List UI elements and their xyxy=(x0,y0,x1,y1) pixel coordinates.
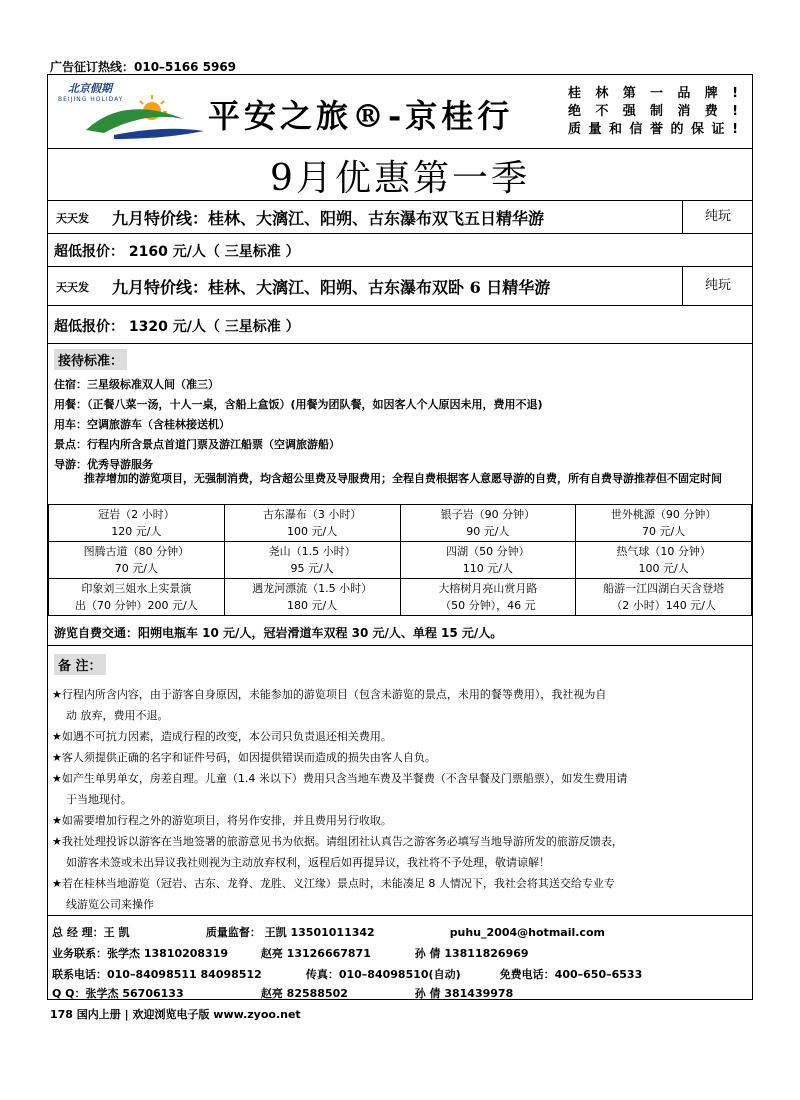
route-price: 超低报价： 1320 元/人（ 三星标准 ） xyxy=(54,319,300,335)
route-row xyxy=(48,200,752,233)
contact-qq: Q Q：张学杰 56706133 xyxy=(52,987,184,1000)
contact-business: 业务联系：张学杰 13810208319 xyxy=(52,947,229,960)
notes-label: 备 注： xyxy=(54,654,106,675)
tour-box xyxy=(48,200,752,645)
route-tag: 天天发 xyxy=(56,212,89,225)
contact-qq: 赵亮 82588502 xyxy=(260,987,348,1000)
slogan-line: 质量和信誉的保证! xyxy=(568,122,738,137)
transport-fees: 游览自费交通：阳朔电瓶车 10 元/人，冠岩滑道车双程 30 元/人、单程 15 元/人。 xyxy=(54,626,503,640)
page-footer: 178 国内上册 | 欢迎浏览电子版 www.zyoo.net xyxy=(50,1008,301,1021)
note-item: ★客人须提供正确的名字和证件号码，如因提供错误而造成的损失由客人自负。 xyxy=(52,751,436,764)
contacts-section xyxy=(48,915,752,999)
contact-email[interactable]: puhu_2004@hotmail.com xyxy=(449,926,605,939)
reception-section xyxy=(48,343,752,645)
ad-hotline: 广告征订热线：010–5166 5969 xyxy=(50,60,237,74)
project-cell: 冠岩（2 小时） 120 元/人 xyxy=(49,505,225,542)
table-row xyxy=(49,579,752,616)
contact-free-phone: 免费电话：400–650–6533 xyxy=(499,968,643,981)
reception-label: 接待标准： xyxy=(54,349,127,370)
note-item: ★行程内所含内容，由于游客自身原因，未能参加的游览项目（包含未游览的景点，未用的餐等费用），我社视为自 动 放弃，费用不退。 xyxy=(52,688,607,722)
project-cell: 印象刘三姐水上实景演 出（70 分钟）200 元/人 xyxy=(49,579,225,616)
table-row xyxy=(49,542,752,579)
logo-icon xyxy=(84,85,204,140)
project-cell: 遇龙河漂流（1.5 小时） 180 元/人 xyxy=(224,579,400,616)
route-title: 九月特价线：桂林、大漓江、阳朔、古东瀑布双飞五日精华游 xyxy=(112,209,545,228)
contact-business: 赵亮 13126667871 xyxy=(260,947,371,960)
pure-play-label: 纯玩 xyxy=(682,267,753,305)
slogans xyxy=(568,85,738,139)
project-cell: 热气球（10 分钟） 100 元/人 xyxy=(576,542,752,579)
route-tag: 天天发 xyxy=(56,281,89,294)
logo-subtext: BEIJING HOLIDAY xyxy=(58,96,124,103)
price-row xyxy=(48,305,752,343)
reception-item: 用餐：（正餐八菜一汤，十人一桌，含船上盒饭）(用餐为团队餐，如因客人个人原因未用，费用不退) xyxy=(54,398,543,411)
pure-play-label: 纯玩 xyxy=(682,201,753,233)
price-row xyxy=(48,233,752,266)
note-item: ★如遇不可抗力因素，造成行程的改变，本公司只负责退还相关费用。 xyxy=(52,730,392,743)
project-cell: 大榕树月亮山赏月路 （50 分钟），46 元 xyxy=(400,579,576,616)
logo-text: 北京假期 xyxy=(68,82,112,95)
contact-business: 孙 倩 13811826969 xyxy=(414,947,529,960)
note-item: ★如需要增加行程之外的游览项目，将另作安排，并且费用另行收取。 xyxy=(52,814,392,827)
project-cell: 尧山（1.5 小时） 95 元/人 xyxy=(224,542,400,579)
project-cell: 古东瀑布（3 小时） 100 元/人 xyxy=(224,505,400,542)
table-row xyxy=(49,505,752,542)
slogan-line: 桂林第一品牌! xyxy=(568,86,738,101)
promo-title: 9月优惠第一季 xyxy=(270,158,530,199)
note-item: ★我社处理投诉以游客在当地签署的旅游意见书为依据。请组团社认真告之游客务必填写当地导游所发的旅游反馈表， 如游客未签或未出异议我社则视为主动放弃权利，返程后如再提异议，我社将不予处理，敬请谅解！ xyxy=(52,835,623,869)
slogan-line: 绝不强制消费! xyxy=(568,104,738,119)
project-cell: 银子岩（90 分钟） 90 元/人 xyxy=(400,505,576,542)
note-item: ★如产生单男单女，房差自理。儿童（1.4 米以下）费用只含当地车费及半餐费（不含早餐及门票船票），如发生费用请 于当地现付。 xyxy=(52,772,628,806)
contact-qq: 孙 倩 381439978 xyxy=(414,987,514,1000)
project-cell: 船游一江四湖白天含登塔 （2 小时）140 元/人 xyxy=(576,579,752,616)
notes-section xyxy=(48,645,752,915)
reception-item: 住宿：三星级标准双人间（准三） xyxy=(54,378,219,391)
contact-phone: 联系电话：010–84098511 84098512 xyxy=(52,968,262,981)
brand-name: 平安之旅®-京桂行 xyxy=(208,97,514,135)
note-item: ★若在桂林当地游览（冠岩、古东、龙脊、龙胜、义江缘）景点时，未能凑足 8 人情况下，我社会将其送交给专业专 线游览公司来操作 xyxy=(52,877,615,911)
contact-fax: 传真：010–84098510(自动) xyxy=(305,968,461,981)
header xyxy=(48,75,752,149)
optional-projects-table xyxy=(48,504,752,616)
project-cell: 图腾古道（80 分钟） 70 元/人 xyxy=(49,542,225,579)
contact-quality: 质量监督： 王凯 13501011342 xyxy=(205,926,375,939)
reception-item: 导游：优秀导游服务 xyxy=(54,458,153,471)
project-cell: 四湖（50 分钟） 110 元/人 xyxy=(400,542,576,579)
reception-item: 景点：行程内所含景点首道门票及游江船票（空调旅游船） xyxy=(54,438,340,451)
reception-item: 用车：空调旅游车（含桂林接送机） xyxy=(54,418,230,431)
route-title: 九月特价线：桂林、大漓江、阳朔、古东瀑布双卧 6 日精华游 xyxy=(112,278,551,297)
route-row xyxy=(48,266,752,305)
route-price: 超低报价： 2160 元/人（ 三星标准 ） xyxy=(54,244,300,260)
recommend-note: 推荐增加的游览项目，无强制消费，均含超公里费及导服费用；全程自费根据客人意愿导游的自费，所有自费导游推荐但不固定时间 xyxy=(84,472,722,485)
project-cell: 世外桃源（90 分钟） 70 元/人 xyxy=(576,505,752,542)
contact-manager: 总 经 理：王 凯 xyxy=(52,926,130,939)
